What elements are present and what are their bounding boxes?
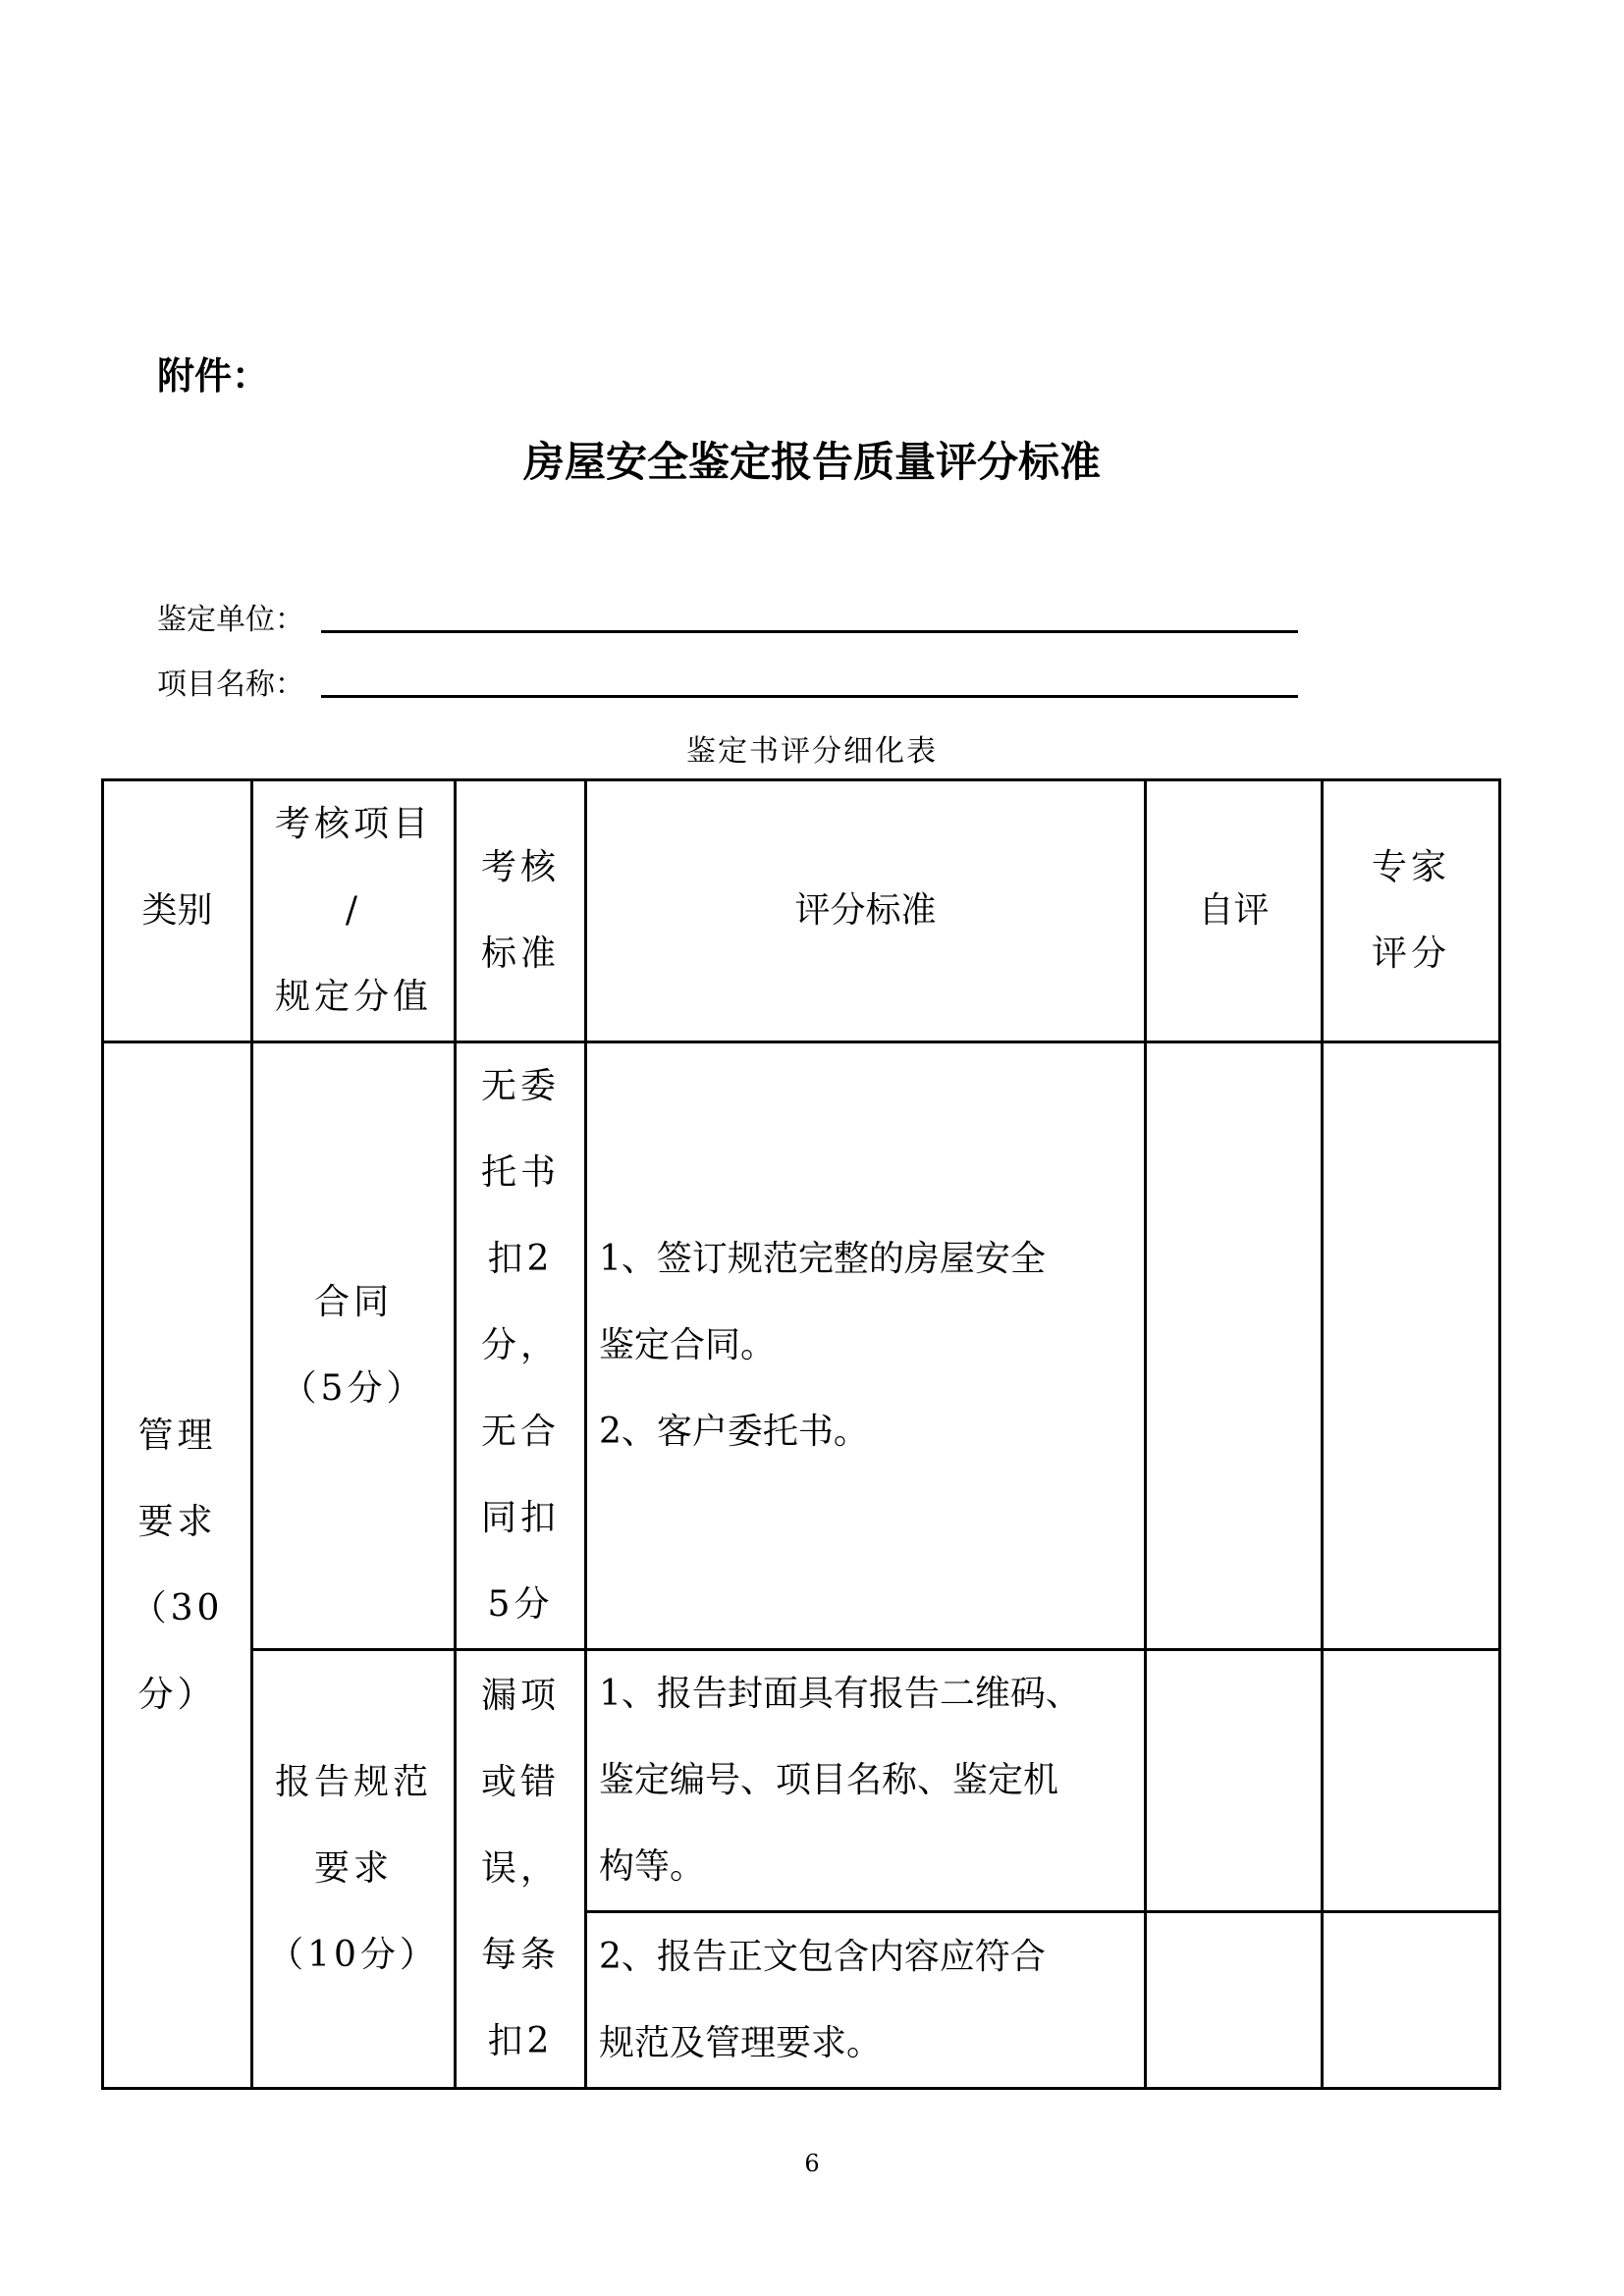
header-criteria: 考核 标准	[456, 780, 586, 1042]
criteria-report-spec: 漏项 或错 误， 每条 扣2	[456, 1650, 586, 2089]
table-row	[103, 1650, 1500, 1912]
criteria-contract: 无委 托书 扣2 分， 无合 同扣 5分	[456, 1042, 586, 1650]
unit-underline[interactable]	[321, 630, 1298, 633]
self-eval-cell-3[interactable]	[1146, 1912, 1323, 2089]
table-row	[103, 1042, 1500, 1650]
page-title: 房屋安全鉴定报告质量评分标准	[522, 438, 1101, 486]
expert-score-cell-3[interactable]	[1323, 1912, 1500, 2089]
standard-contract: 1、签订规范完整的房屋安全 鉴定合同。 2、客户委托书。	[586, 1042, 1146, 1650]
unit-label: 鉴定单位：	[157, 603, 304, 637]
header-item: 考核项目 / 规定分值	[252, 780, 456, 1042]
header-category: 类别	[103, 780, 252, 1042]
self-eval-cell-1[interactable]	[1146, 1042, 1323, 1650]
header-expert: 专家 评分	[1323, 780, 1500, 1042]
table-caption: 鉴定书评分细化表	[686, 734, 938, 769]
item-report-spec: 报告规范 要求 （10分）	[252, 1650, 456, 2089]
self-eval-cell-2[interactable]	[1146, 1650, 1323, 1912]
standard-report-body: 2、报告正文包含内容应符合 规范及管理要求。	[586, 1912, 1146, 2089]
page-number: 6	[804, 2150, 820, 2177]
header-row	[103, 780, 1500, 1042]
unit-field	[157, 595, 304, 638]
scoring-table	[101, 778, 1501, 2090]
project-field	[157, 660, 304, 703]
expert-score-cell-1[interactable]	[1323, 1042, 1500, 1650]
category-cell: 管理 要求 （30 分）	[103, 1042, 252, 2089]
standard-report-cover: 1、报告封面具有报告二维码、 鉴定编号、项目名称、鉴定机 构等。	[586, 1650, 1146, 1912]
project-label: 项目名称：	[157, 667, 304, 702]
expert-score-cell-2[interactable]	[1323, 1650, 1500, 1912]
header-self-eval: 自评	[1146, 780, 1323, 1042]
attachment-label: 附件：	[157, 354, 270, 398]
header-standard: 评分标准	[586, 780, 1146, 1042]
item-contract: 合同 （5分）	[252, 1042, 456, 1650]
project-underline[interactable]	[321, 695, 1298, 698]
